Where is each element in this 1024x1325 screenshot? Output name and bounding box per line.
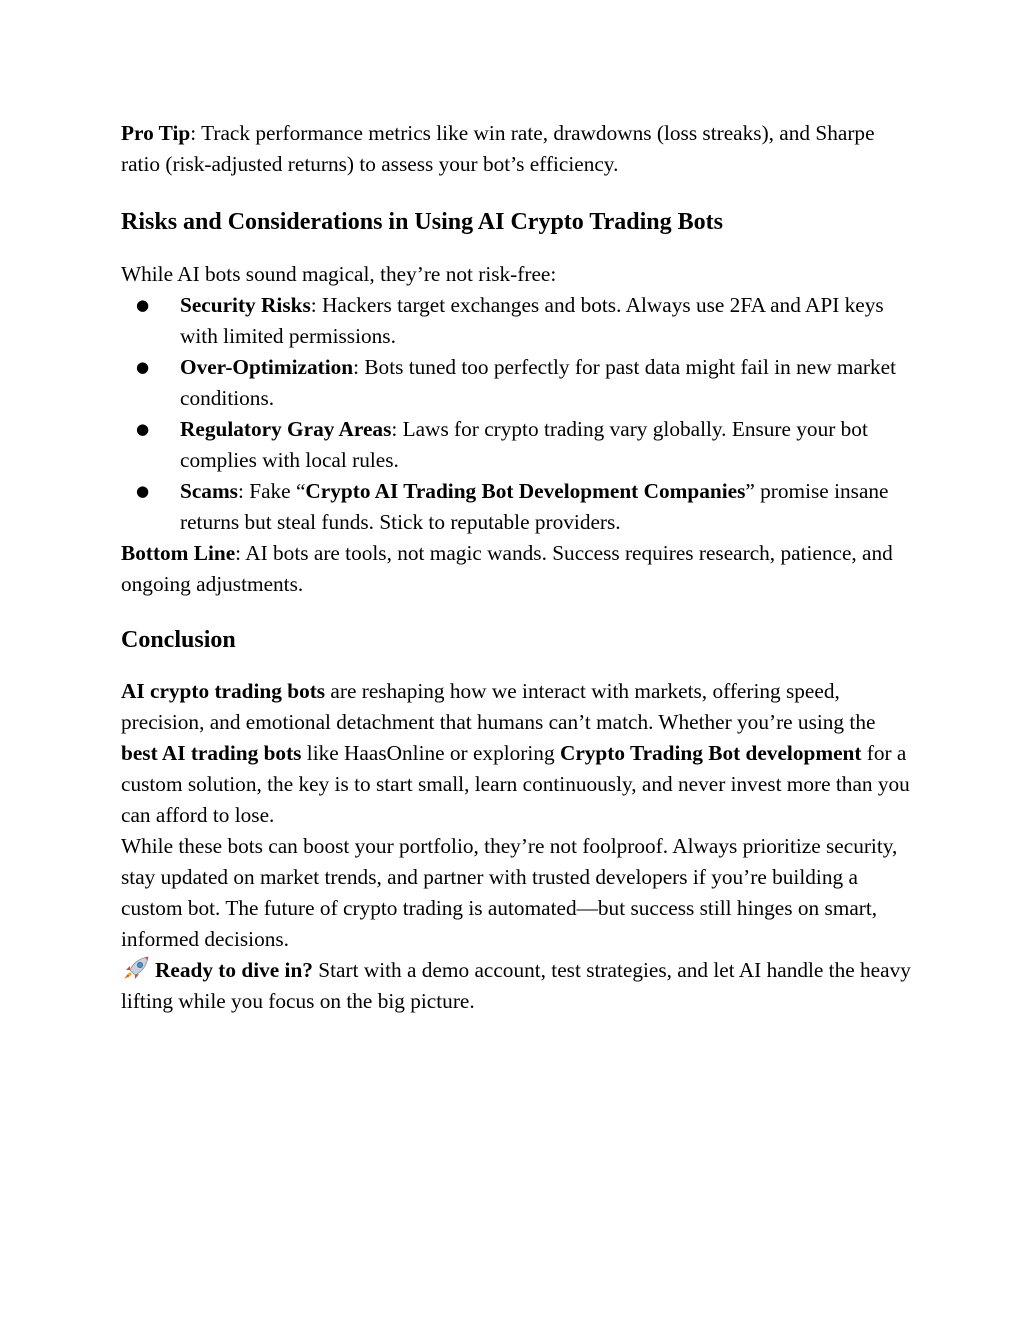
risk-label: Security Risks [180, 293, 311, 317]
cta-bold: Ready to dive in? [155, 958, 313, 982]
cta-text: Start with a demo account, test strategies, and let AI handle the heavy lifting while you focus on the big picture. [121, 958, 911, 1013]
bullet-icon: ● [136, 420, 150, 438]
body-text: for a custom solution, the key is to start small, learn continuously, and never invest more than you can afford to lose. [121, 741, 910, 827]
risk-list [121, 290, 911, 538]
conclusion-paragraph-1 [121, 676, 911, 831]
risk-text: : Bots tuned too perfectly for past data might fail in new market conditions. [180, 355, 897, 410]
risk-text: : Laws for crypto trading vary globally. Ensure your bot complies with local rules. [180, 417, 868, 472]
body-text: like HaasOnline or exploring [301, 741, 560, 765]
bottom-line-paragraph [121, 538, 911, 600]
bottom-line-label: Bottom Line [121, 541, 236, 565]
pro-tip-paragraph [121, 118, 911, 180]
pro-tip-text: : Track performance metrics like win rate, drawdowns (loss streaks), and Sharpe ratio (risk-adjusted returns) to assess your bot’s efficiency. [121, 121, 875, 176]
list-item [121, 290, 911, 352]
bullet-icon: ● [136, 296, 150, 314]
document-page [121, 118, 911, 1017]
risks-heading: Risks and Considerations in Using AI Crypto Trading Bots [121, 209, 723, 235]
pro-tip-label: Pro Tip [121, 121, 191, 145]
conclusion-paragraph-2: While these bots can boost your portfolio, they’re not foolproof. Always prioritize security, stay updated on market trends, and partner with trusted developers if you’re building a custom bot. The future of crypto trading is automated—but success still hinges on smart, informed decisions. [121, 834, 898, 951]
risks-intro: While AI bots sound magical, they’re not risk-free: [121, 262, 557, 286]
bullet-icon: ● [136, 482, 150, 500]
risk-text-after: ” promise insane returns but steal funds. Stick to reputable providers. [180, 479, 889, 534]
bold-phrase: Crypto Trading Bot development [559, 741, 862, 765]
body-text: are reshaping how we interact with markets, offering speed, precision, and emotional detachment that humans can’t match. Whether you’re using the [121, 679, 876, 734]
cta-paragraph [121, 955, 911, 1017]
risk-label: Scams [180, 479, 238, 503]
risk-label: Over-Optimization [180, 355, 354, 379]
list-item [121, 476, 911, 538]
bold-phrase: AI crypto trading bots [121, 679, 326, 703]
bold-phrase: best AI trading bots [121, 741, 302, 765]
bullet-icon: ● [136, 358, 150, 376]
rocket-icon [121, 955, 151, 981]
risk-label: Regulatory Gray Areas [180, 417, 392, 441]
risk-text-before: : Fake “ [237, 479, 306, 503]
bottom-line-text: : AI bots are tools, not magic wands. Success requires research, patience, and ongoing adjustments. [121, 541, 893, 596]
risk-bold-inner: Crypto AI Trading Bot Development Companies [305, 479, 746, 503]
list-item [121, 352, 911, 414]
conclusion-heading: Conclusion [121, 627, 236, 653]
risk-text: : Hackers target exchanges and bots. Always use 2FA and API keys with limited permissions. [180, 293, 884, 348]
list-item [121, 414, 911, 476]
